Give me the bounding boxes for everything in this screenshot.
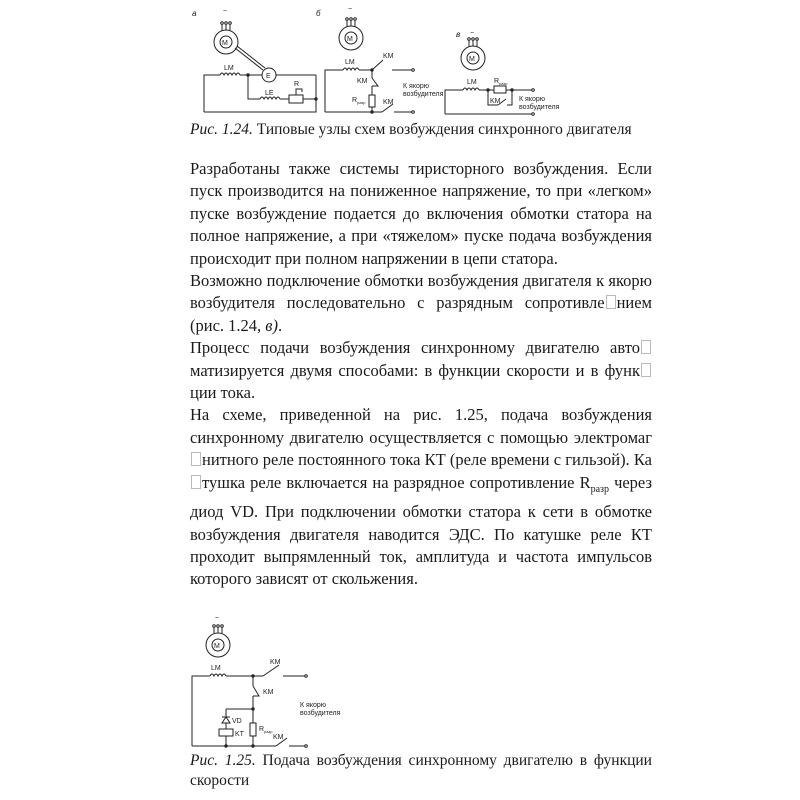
paragraph-3: Процесс подачи возбуждения синхронному двигателю автоматизируется двумя способами: в функции скорости и в функции тока. [190,337,652,404]
svg-text:возбудителя: возбудителя [403,91,444,98]
svg-text:в: в [456,30,461,39]
svg-text:LM: LM [211,664,221,672]
svg-text:~: ~ [470,30,475,37]
svg-text:KM: KM [273,733,284,741]
svg-text:R: R [294,81,300,88]
svg-text:LM: LM [224,65,234,72]
figure-1-24-diagram [190,0,652,118]
figure-1-25-diagram [190,613,652,751]
svg-text:R: R [494,78,500,85]
figure-1-25-caption [190,751,652,791]
figure-1-25 [190,613,652,751]
figure-1-25-caption-label: Рис. 1.25. [190,751,256,769]
svg-text:разр: разр [264,728,273,734]
paragraph-4: На схеме, приведенной на рис. 1.25, подача возбуждения синхронному двигателю осуществляется с помощью электромагнитного реле постоянного тока КТ (реле времени с гильзой). Катушка реле включается на разрядное сопротивление $R_{разр}$ через диод VD. При подключении обмотки статора к сети в обмотке возбуждения двигателя наводится ЭДС. По катушке реле КТ проходит выпрямленный ток, амплитуда и частота импульсов которого зависят от скольжения. [190,405,652,589]
svg-text:~: ~ [348,6,353,13]
missing-glyph-box [191,475,201,489]
figure-1-25-caption-text: Подача возбуждения синхронному двигателю в функции скорости [190,751,652,789]
figure-1-24-caption-label: Рис. 1.24. [190,121,253,138]
svg-text:возбудителя: возбудителя [519,104,560,111]
svg-text:LE: LE [265,90,274,97]
panel-a-schematic [204,22,317,112]
svg-text:К якорю: К якорю [300,701,326,709]
svg-text:~: ~ [215,614,220,622]
svg-text:R: R [259,725,265,733]
paragraph-2: Возможно подключение обмотки возбуждения двигателя к якорю возбудителя последовательно с разрядным сопротивле нием (рис. 1.24, в). [190,271,652,335]
svg-text:б: б [316,9,321,18]
figure-1-24 [190,0,652,118]
missing-glyph-box [606,295,616,309]
svg-text:M: M [222,40,228,47]
svg-text:M: M [347,36,353,43]
missing-glyph-box [641,340,651,354]
missing-glyph-box [191,452,201,466]
svg-text:R: R [352,97,358,104]
svg-text:M: M [214,642,220,650]
svg-text:E: E [266,73,271,80]
svg-text:а: а [192,9,197,18]
document-page [190,0,652,791]
svg-text:возбудителя: возбудителя [300,709,341,717]
svg-text:KT: KT [235,730,244,738]
svg-text:KM: KM [263,688,274,696]
svg-text:разр: разр [499,81,508,86]
svg-text:К якорю: К якорю [519,96,545,103]
svg-text:KM: KM [270,658,281,666]
svg-text:M: M [469,56,475,63]
svg-text:разр: разр [357,100,366,105]
svg-text:KM: KM [383,99,394,106]
missing-glyph-box [641,363,651,377]
figure-1-24-caption [190,120,652,140]
svg-text:KM: KM [383,53,394,60]
svg-text:KM: KM [357,78,368,85]
svg-text:LM: LM [467,79,477,86]
svg-text:К якорю: К якорю [403,83,429,90]
panel-b-schematic [325,18,414,114]
svg-text:KM: KM [490,98,501,105]
figure-1-24-caption-text: Типовые узлы схем возбуждения синхронного двигателя [252,121,632,138]
svg-text:LM: LM [345,59,355,66]
paragraph-1: Разработаны также системы тиристорного возбуждения. Если пуск производится на пониженное напряжение, то при «легком» пуске возбуждение подается до включения обмотки статора на полное напряжение, а при «тяжелом» пуске подача возбуждения происходит при полном напряжении в цепи статора. [190,159,652,268]
svg-text:~: ~ [223,8,228,15]
svg-text:VD: VD [232,717,242,725]
